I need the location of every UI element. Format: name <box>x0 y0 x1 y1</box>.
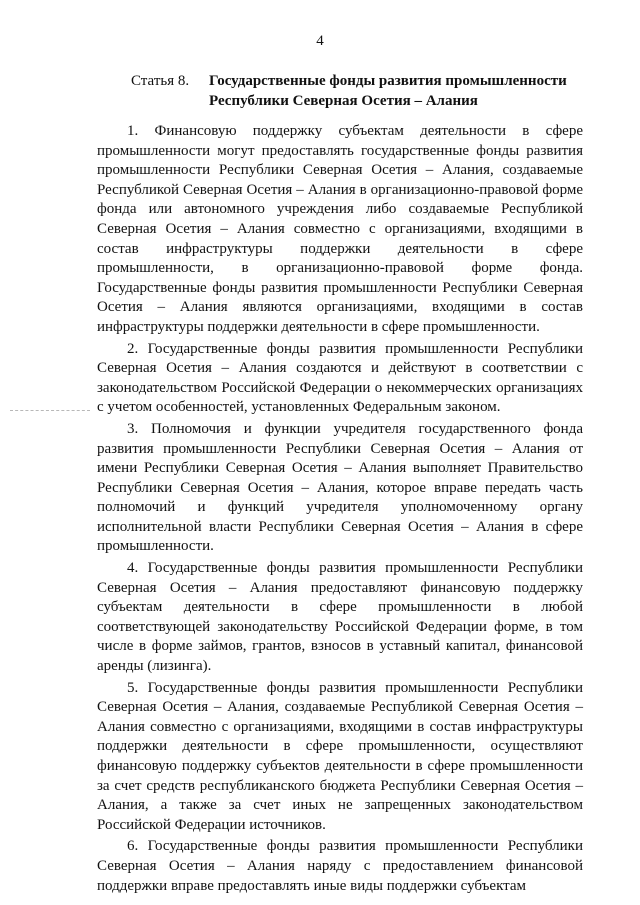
article-number: Статья 8. <box>131 73 190 89</box>
paragraph-1: 1. Финансовую поддержку субъектам деятельности в сфере промышленности могут предоставлять государственные фонды развития промышленности Республики Северная Осетия – Алания, создаваемые Республикой Северная Осетия – Алания в организационно-правовой форме фонда или автономного учреждения либо создаваемые Республикой Северная Осетия – Алания совместно с организациями, входящими в состав инфраструктуры поддержки деятельности в сфере промышленности, в организационно-правовой форме фонда. Государственные фонды развития промышленности Республики Северная Осетия – Алания являются организациями, входящими в состав инфраструктуры поддержки деятельности в сфере промышленности. <box>97 123 583 335</box>
article-title-line-1: Государственные фонды развития промышленности <box>209 73 567 89</box>
article-title-line-2: Республики Северная Осетия – Алания <box>209 93 478 109</box>
paragraph-4: 4. Государственные фонды развития промышленности Республики Северная Осетия – Алания предоставляют финансовую поддержку субъектам деятельности в сфере промышленности в любой соответствующей законодательству Российской Федерации форме, в том числе в форме займов, грантов, взносов в уставный капитал, финансовой аренды (лизинга). <box>97 560 583 675</box>
paragraph-2: 2. Государственные фонды развития промышленности Республики Северная Осетия – Алания создаются и действуют в соответствии с законодательством Российской Федерации о некоммерческих организациях с учетом особенностей, установленных Федеральным законом. <box>97 340 583 416</box>
margin-dashed-line <box>10 410 90 411</box>
article-title <box>209 71 589 111</box>
paragraph-6: 6. Государственные фонды развития промышленности Республики Северная Осетия – Алания наряду с предоставлением финансовой поддержки вправе предоставлять иные виды поддержки субъектам <box>97 838 583 894</box>
page-number: 4 <box>316 33 324 49</box>
paragraph-5: 5. Государственные фонды развития промышленности Республики Северная Осетия – Алания, создаваемые Республикой Северная Осетия – Алания совместно с организациями, входящими в состав инфраструктуры поддержки деятельности в сфере промышленности, осуществляют финансовую поддержку субъектов деятельности в сфере промышленности за счет средств республиканского бюджета Республики Северная Осетия – Алания, а также за счет иных не запрещенных законодательством Российской Федерации источников. <box>97 679 583 833</box>
paragraph-3: 3. Полномочия и функции учредителя государственного фонда развития промышленности Республики Северная Осетия – Алания от имени Республики Северная Осетия – Алания выполняет Правительство Республики Северная Осетия – Алания, которое вправе передать часть полномочий и функций учредителя уполномоченному органу исполнительной власти Республики Северная Осетия – Алания в сфере промышленности. <box>97 420 583 555</box>
article-body <box>97 122 583 898</box>
